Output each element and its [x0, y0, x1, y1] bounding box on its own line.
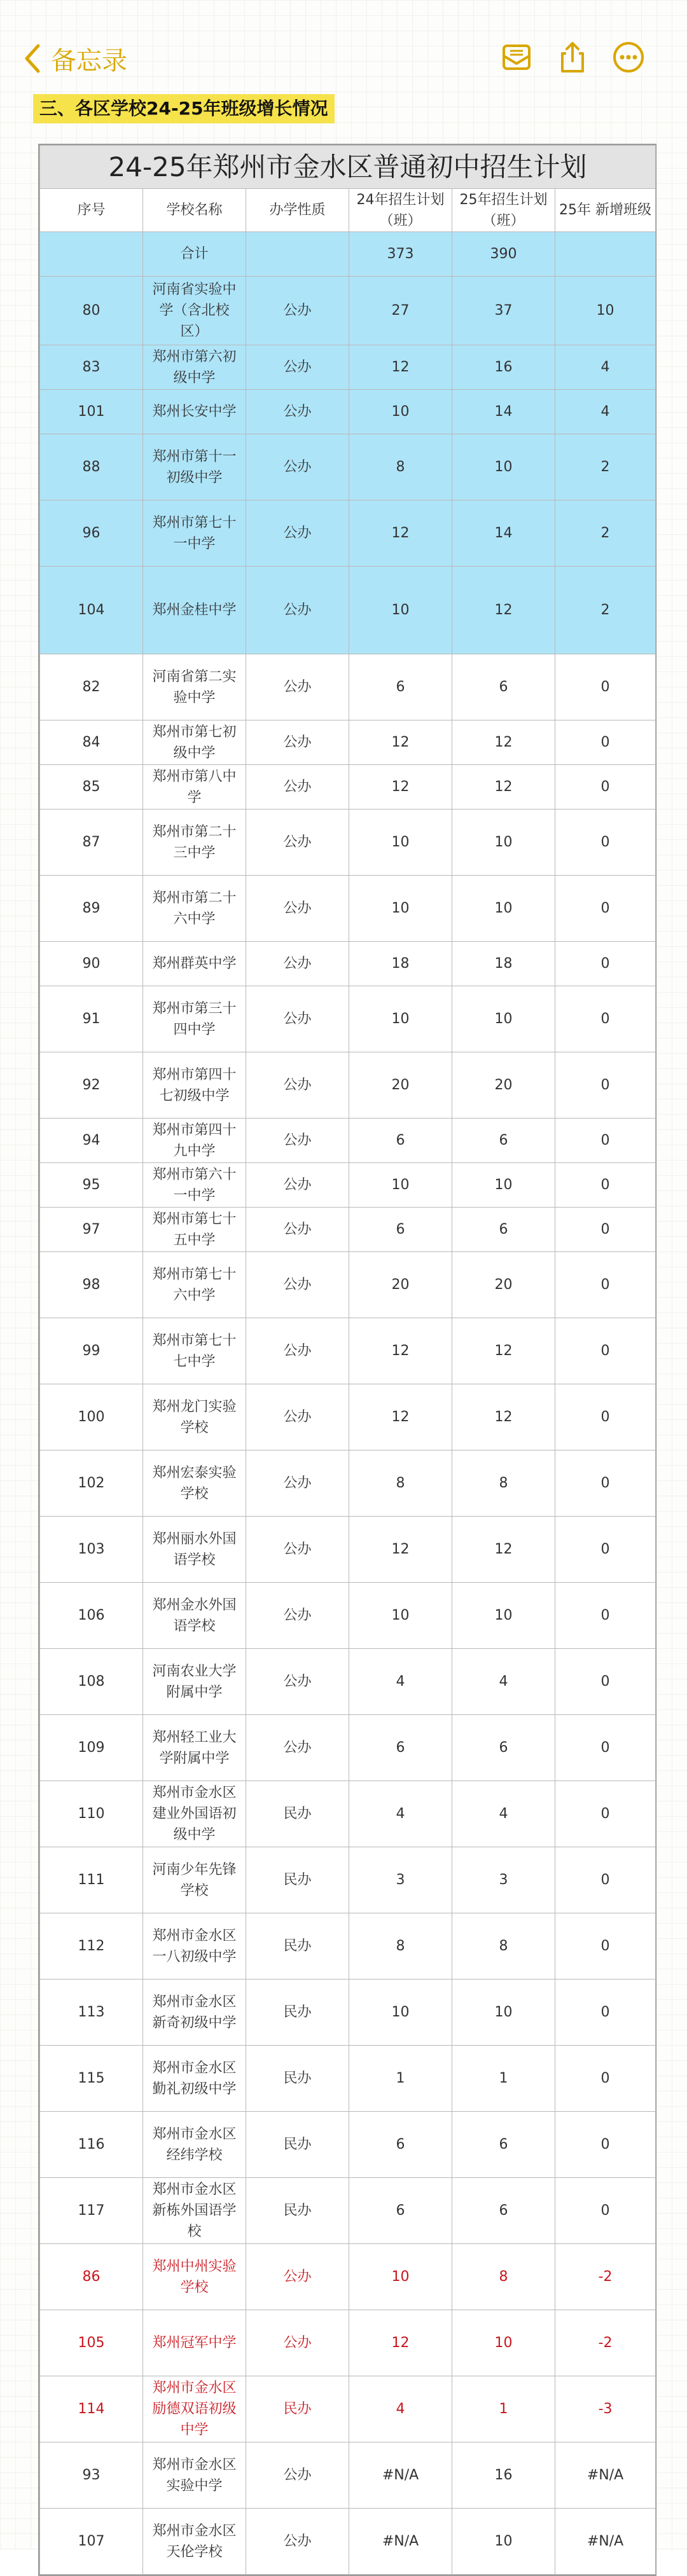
- cell-no: 99: [40, 1318, 143, 1384]
- cell-plan-24: 10: [349, 2244, 452, 2310]
- cell-school-type: 公办: [246, 2310, 349, 2376]
- cell-new-classes: 0: [555, 654, 656, 720]
- cell-new-classes: #N/A: [555, 2509, 656, 2575]
- table-row: [40, 765, 656, 809]
- cell-plan-25: 16: [452, 2442, 555, 2509]
- cell-plan-25: 6: [452, 1208, 555, 1252]
- cell-new-classes: -3: [555, 2376, 656, 2442]
- cell-plan-25: 6: [452, 654, 555, 720]
- header-no: 序号: [40, 189, 143, 232]
- cell-school-type: 公办: [246, 720, 349, 765]
- cell-plan-25: 20: [452, 1052, 555, 1119]
- cell-plan-24: 3: [349, 1847, 452, 1913]
- cell-no: 108: [40, 1649, 143, 1715]
- cell-new-classes: 0: [555, 1583, 656, 1649]
- cell-plan-25: 8: [452, 1450, 555, 1517]
- navigation-bar: [0, 0, 687, 95]
- cell-school-type: 公办: [246, 1208, 349, 1252]
- cell-plan-25: 6: [452, 2178, 555, 2244]
- cell-school-type: 公办: [246, 434, 349, 500]
- cell-no: 117: [40, 2178, 143, 2244]
- cell-plan-24: 12: [349, 765, 452, 809]
- cell-no: 97: [40, 1208, 143, 1252]
- cell-plan-24: 6: [349, 1119, 452, 1163]
- cell-school-name: 郑州市金水区新栋外国语学校: [143, 2178, 246, 2244]
- cell-school-name: 郑州冠军中学: [143, 2310, 246, 2376]
- cell-plan-24: 10: [349, 1163, 452, 1208]
- cell-plan-25: 12: [452, 1384, 555, 1450]
- table-row: [40, 2376, 656, 2442]
- cell-no: 101: [40, 390, 143, 434]
- table-row: [40, 986, 656, 1052]
- table-row: [40, 720, 656, 765]
- table-row: [40, 1980, 656, 2046]
- cell-new-classes: 2: [555, 434, 656, 500]
- cell-plan-24: 10: [349, 390, 452, 434]
- cell-plan-25: 390: [452, 232, 555, 277]
- cell-plan-25: 10: [452, 876, 555, 942]
- cell-no: 98: [40, 1252, 143, 1318]
- cell-school-name: 郑州市第三十四中学: [143, 986, 246, 1052]
- header-plan-24: 24年招生计划（班）: [349, 189, 452, 232]
- scan-document-icon[interactable]: [496, 37, 537, 78]
- cell-school-name: 郑州市金水区经纬学校: [143, 2112, 246, 2178]
- cell-plan-24: 8: [349, 434, 452, 500]
- cell-school-name: 郑州市第七十五中学: [143, 1208, 246, 1252]
- cell-school-type: 公办: [246, 2509, 349, 2575]
- table-row: [40, 1052, 656, 1119]
- back-button[interactable]: [23, 39, 127, 78]
- cell-plan-24: 20: [349, 1252, 452, 1318]
- cell-plan-25: 10: [452, 1980, 555, 2046]
- cell-school-name: 郑州市第七十六中学: [143, 1252, 246, 1318]
- cell-school-type: 公办: [246, 567, 349, 654]
- header-plan-25: 25年招生计划（班）: [452, 189, 555, 232]
- cell-no: 102: [40, 1450, 143, 1517]
- cell-school-name: 合计: [143, 232, 246, 277]
- table-row: [40, 1781, 656, 1847]
- cell-school-name: 郑州市金水区天伦学校: [143, 2509, 246, 2575]
- cell-school-name: 郑州丽水外国语学校: [143, 1517, 246, 1583]
- cell-school-name: 郑州市金水区新奇初级中学: [143, 1980, 246, 2046]
- table-row: [40, 1847, 656, 1913]
- table-row: [40, 942, 656, 986]
- cell-no: 115: [40, 2046, 143, 2112]
- cell-plan-24: 12: [349, 2310, 452, 2376]
- cell-plan-25: 14: [452, 500, 555, 567]
- cell-school-name: 郑州中州实验学校: [143, 2244, 246, 2310]
- cell-school-type: 民办: [246, 1847, 349, 1913]
- cell-school-type: 公办: [246, 1450, 349, 1517]
- table-row: [40, 1208, 656, 1252]
- cell-plan-24: 8: [349, 1913, 452, 1980]
- cell-plan-24: 10: [349, 1583, 452, 1649]
- cell-plan-24: 12: [349, 345, 452, 390]
- table-body: [40, 232, 656, 2575]
- table-row: [40, 2509, 656, 2575]
- table-row: [40, 2046, 656, 2112]
- cell-new-classes: 2: [555, 567, 656, 654]
- cell-plan-25: 8: [452, 1913, 555, 1980]
- cell-school-name: 郑州金水外国语学校: [143, 1583, 246, 1649]
- table-row: [40, 277, 656, 345]
- cell-new-classes: 0: [555, 1517, 656, 1583]
- cell-plan-24: 4: [349, 1649, 452, 1715]
- cell-school-type: 公办: [246, 500, 349, 567]
- cell-school-name: 郑州市第六十一中学: [143, 1163, 246, 1208]
- table-row: [40, 1252, 656, 1318]
- cell-no: 88: [40, 434, 143, 500]
- cell-plan-24: 18: [349, 942, 452, 986]
- cell-no: 95: [40, 1163, 143, 1208]
- cell-plan-24: 10: [349, 986, 452, 1052]
- cell-school-type: 民办: [246, 1781, 349, 1847]
- cell-plan-25: 12: [452, 720, 555, 765]
- cell-school-type: 民办: [246, 1913, 349, 1980]
- cell-plan-24: 10: [349, 809, 452, 876]
- cell-school-type: 公办: [246, 2442, 349, 2509]
- cell-no: 114: [40, 2376, 143, 2442]
- cell-new-classes: 4: [555, 345, 656, 390]
- cell-plan-24: 12: [349, 720, 452, 765]
- cell-school-type: 公办: [246, 1649, 349, 1715]
- cell-plan-25: 37: [452, 277, 555, 345]
- cell-new-classes: 0: [555, 1847, 656, 1913]
- cell-school-type: 公办: [246, 876, 349, 942]
- cell-plan-25: 3: [452, 1847, 555, 1913]
- table-row: [40, 500, 656, 567]
- cell-school-name: 河南省第二实验中学: [143, 654, 246, 720]
- cell-plan-25: 1: [452, 2046, 555, 2112]
- cell-school-name: 郑州市第二十三中学: [143, 809, 246, 876]
- cell-school-type: 公办: [246, 1517, 349, 1583]
- table-row: [40, 434, 656, 500]
- cell-school-name: 郑州轻工业大学附属中学: [143, 1715, 246, 1781]
- cell-school-name: 郑州市第四十七初级中学: [143, 1052, 246, 1119]
- cell-new-classes: 0: [555, 1913, 656, 1980]
- cell-no: 86: [40, 2244, 143, 2310]
- cell-plan-25: 12: [452, 765, 555, 809]
- cell-new-classes: 0: [555, 1163, 656, 1208]
- table-row: [40, 1583, 656, 1649]
- cell-plan-25: 10: [452, 986, 555, 1052]
- cell-no: 110: [40, 1781, 143, 1847]
- cell-plan-25: 4: [452, 1649, 555, 1715]
- cell-no: [40, 232, 143, 277]
- cell-school-name: 郑州市金水区一八初级中学: [143, 1913, 246, 1980]
- table-row: [40, 567, 656, 654]
- back-label: 备忘录: [51, 46, 127, 76]
- cell-school-name: 郑州市第十一初级中学: [143, 434, 246, 500]
- cell-new-classes: #N/A: [555, 2442, 656, 2509]
- cell-school-type: 公办: [246, 765, 349, 809]
- cell-plan-24: 4: [349, 1781, 452, 1847]
- table-row: [40, 1450, 656, 1517]
- cell-no: 84: [40, 720, 143, 765]
- cell-school-type: 民办: [246, 1980, 349, 2046]
- header-new-classes: 25年 新增班级: [555, 189, 656, 232]
- cell-new-classes: 4: [555, 390, 656, 434]
- cell-school-type: [246, 232, 349, 277]
- more-icon[interactable]: [608, 37, 649, 78]
- cell-plan-25: 12: [452, 567, 555, 654]
- cell-plan-25: 10: [452, 1163, 555, 1208]
- cell-plan-25: 12: [452, 1517, 555, 1583]
- cell-school-name: 河南少年先锋学校: [143, 1847, 246, 1913]
- cell-plan-25: 1: [452, 2376, 555, 2442]
- cell-school-name: 郑州市第四十九中学: [143, 1119, 246, 1163]
- cell-plan-24: #N/A: [349, 2442, 452, 2509]
- cell-school-type: 公办: [246, 277, 349, 345]
- cell-no: 107: [40, 2509, 143, 2575]
- cell-school-name: 郑州市第八中学: [143, 765, 246, 809]
- cell-school-type: 公办: [246, 345, 349, 390]
- cell-school-name: 郑州市第七十一中学: [143, 500, 246, 567]
- cell-new-classes: 0: [555, 1715, 656, 1781]
- cell-no: 96: [40, 500, 143, 567]
- cell-new-classes: 0: [555, 765, 656, 809]
- cell-school-name: 郑州长安中学: [143, 390, 246, 434]
- cell-school-type: 民办: [246, 2046, 349, 2112]
- cell-new-classes: -2: [555, 2244, 656, 2310]
- cell-school-type: 公办: [246, 2244, 349, 2310]
- cell-school-type: 公办: [246, 1715, 349, 1781]
- cell-new-classes: 0: [555, 2112, 656, 2178]
- cell-plan-24: 6: [349, 1208, 452, 1252]
- cell-plan-24: 20: [349, 1052, 452, 1119]
- cell-new-classes: 0: [555, 942, 656, 986]
- cell-new-classes: 10: [555, 277, 656, 345]
- table-row: [40, 1119, 656, 1163]
- cell-plan-24: 10: [349, 567, 452, 654]
- table-row: [40, 1715, 656, 1781]
- table-row: [40, 809, 656, 876]
- cell-school-type: 公办: [246, 654, 349, 720]
- cell-no: 113: [40, 1980, 143, 2046]
- cell-plan-24: 10: [349, 1980, 452, 2046]
- cell-plan-25: 6: [452, 1119, 555, 1163]
- cell-no: 103: [40, 1517, 143, 1583]
- cell-plan-25: 6: [452, 2112, 555, 2178]
- cell-plan-24: 8: [349, 1450, 452, 1517]
- table-title: 24-25年郑州市金水区普通初中招生计划: [40, 146, 656, 189]
- cell-plan-24: 1: [349, 2046, 452, 2112]
- chevron-left-icon: [23, 43, 42, 74]
- cell-school-type: 公办: [246, 1163, 349, 1208]
- cell-new-classes: 0: [555, 720, 656, 765]
- cell-no: 83: [40, 345, 143, 390]
- cell-new-classes: 0: [555, 986, 656, 1052]
- cell-plan-25: 14: [452, 390, 555, 434]
- cell-plan-25: 10: [452, 2310, 555, 2376]
- cell-plan-24: 12: [349, 1384, 452, 1450]
- cell-school-name: 郑州市第七十七中学: [143, 1318, 246, 1384]
- table-row: [40, 1913, 656, 1980]
- cell-new-classes: 0: [555, 1980, 656, 2046]
- cell-school-name: 郑州市金水区励德双语初级中学: [143, 2376, 246, 2442]
- cell-plan-24: 12: [349, 1517, 452, 1583]
- cell-new-classes: 0: [555, 1208, 656, 1252]
- table-row: [40, 345, 656, 390]
- cell-new-classes: 0: [555, 1052, 656, 1119]
- enrollment-table: [38, 144, 656, 2576]
- table-row: [40, 2310, 656, 2376]
- cell-school-type: 公办: [246, 942, 349, 986]
- cell-no: 104: [40, 567, 143, 654]
- cell-school-type: 公办: [246, 1318, 349, 1384]
- cell-plan-24: 27: [349, 277, 452, 345]
- cell-plan-24: 4: [349, 2376, 452, 2442]
- cell-no: 94: [40, 1119, 143, 1163]
- cell-plan-25: 20: [452, 1252, 555, 1318]
- cell-school-type: 公办: [246, 1252, 349, 1318]
- table-row: [40, 1649, 656, 1715]
- cell-no: 116: [40, 2112, 143, 2178]
- cell-no: 105: [40, 2310, 143, 2376]
- cell-new-classes: -2: [555, 2310, 656, 2376]
- cell-plan-25: 10: [452, 2509, 555, 2575]
- cell-no: 109: [40, 1715, 143, 1781]
- table-row: [40, 2112, 656, 2178]
- cell-no: 93: [40, 2442, 143, 2509]
- cell-school-name: 郑州金桂中学: [143, 567, 246, 654]
- share-icon[interactable]: [552, 37, 593, 78]
- table-row: [40, 2244, 656, 2310]
- cell-plan-24: 10: [349, 876, 452, 942]
- cell-plan-25: 8: [452, 2244, 555, 2310]
- cell-school-type: 公办: [246, 1384, 349, 1450]
- cell-plan-24: 12: [349, 1318, 452, 1384]
- cell-plan-25: 10: [452, 809, 555, 876]
- cell-no: 112: [40, 1913, 143, 1980]
- cell-new-classes: 0: [555, 1119, 656, 1163]
- cell-school-type: 公办: [246, 809, 349, 876]
- cell-new-classes: 0: [555, 1318, 656, 1384]
- cell-no: 82: [40, 654, 143, 720]
- header-school-name: 学校名称: [143, 189, 246, 232]
- cell-plan-25: 18: [452, 942, 555, 986]
- table-row: [40, 1163, 656, 1208]
- cell-no: 111: [40, 1847, 143, 1913]
- table-row: [40, 876, 656, 942]
- cell-plan-24: 6: [349, 1715, 452, 1781]
- cell-new-classes: 0: [555, 1649, 656, 1715]
- cell-plan-24: 12: [349, 500, 452, 567]
- cell-school-type: 公办: [246, 1583, 349, 1649]
- cell-school-name: 郑州市金水区实验中学: [143, 2442, 246, 2509]
- cell-no: 90: [40, 942, 143, 986]
- cell-new-classes: [555, 232, 656, 277]
- cell-school-type: 民办: [246, 2112, 349, 2178]
- cell-new-classes: 0: [555, 809, 656, 876]
- cell-new-classes: 0: [555, 876, 656, 942]
- cell-school-name: 郑州市金水区勤礼初级中学: [143, 2046, 246, 2112]
- table-row: [40, 1384, 656, 1450]
- cell-no: 91: [40, 986, 143, 1052]
- cell-school-name: 郑州市第二十六中学: [143, 876, 246, 942]
- cell-school-name: 郑州市金水区建业外国语初级中学: [143, 1781, 246, 1847]
- cell-plan-25: 10: [452, 434, 555, 500]
- section-heading: 三、各区学校24-25年班级增长情况: [33, 94, 335, 123]
- cell-no: 100: [40, 1384, 143, 1450]
- cell-no: 87: [40, 809, 143, 876]
- cell-school-name: 郑州群英中学: [143, 942, 246, 986]
- cell-school-type: 公办: [246, 1119, 349, 1163]
- cell-plan-25: 10: [452, 1583, 555, 1649]
- cell-new-classes: 0: [555, 1384, 656, 1450]
- table-row: [40, 1517, 656, 1583]
- cell-school-type: 民办: [246, 2178, 349, 2244]
- cell-school-type: 民办: [246, 2376, 349, 2442]
- table-row: [40, 2442, 656, 2509]
- table-row: [40, 654, 656, 720]
- cell-no: 85: [40, 765, 143, 809]
- cell-school-name: 河南省实验中学（含北校区）: [143, 277, 246, 345]
- cell-no: 89: [40, 876, 143, 942]
- cell-new-classes: 0: [555, 1450, 656, 1517]
- cell-school-name: 郑州宏泰实验学校: [143, 1450, 246, 1517]
- cell-plan-24: 6: [349, 2112, 452, 2178]
- cell-plan-25: 12: [452, 1318, 555, 1384]
- cell-new-classes: 0: [555, 1781, 656, 1847]
- cell-school-type: 公办: [246, 390, 349, 434]
- cell-new-classes: 0: [555, 2178, 656, 2244]
- cell-new-classes: 0: [555, 1252, 656, 1318]
- header-school-type: 办学性质: [246, 189, 349, 232]
- cell-school-type: 公办: [246, 1052, 349, 1119]
- cell-new-classes: 0: [555, 2046, 656, 2112]
- cell-no: 92: [40, 1052, 143, 1119]
- cell-plan-24: #N/A: [349, 2509, 452, 2575]
- table-row: [40, 232, 656, 277]
- cell-school-name: 郑州龙门实验学校: [143, 1384, 246, 1450]
- cell-plan-24: 6: [349, 654, 452, 720]
- cell-school-name: 郑州市第七初级中学: [143, 720, 246, 765]
- cell-school-type: 公办: [246, 986, 349, 1052]
- table-row: [40, 2178, 656, 2244]
- table-row: [40, 390, 656, 434]
- cell-no: 106: [40, 1583, 143, 1649]
- cell-plan-24: 373: [349, 232, 452, 277]
- cell-school-name: 河南农业大学附属中学: [143, 1649, 246, 1715]
- table-row: [40, 1318, 656, 1384]
- cell-plan-25: 4: [452, 1781, 555, 1847]
- cell-new-classes: 2: [555, 500, 656, 567]
- cell-school-name: 郑州市第六初级中学: [143, 345, 246, 390]
- cell-plan-25: 16: [452, 345, 555, 390]
- cell-plan-25: 6: [452, 1715, 555, 1781]
- cell-plan-24: 6: [349, 2178, 452, 2244]
- cell-no: 80: [40, 277, 143, 345]
